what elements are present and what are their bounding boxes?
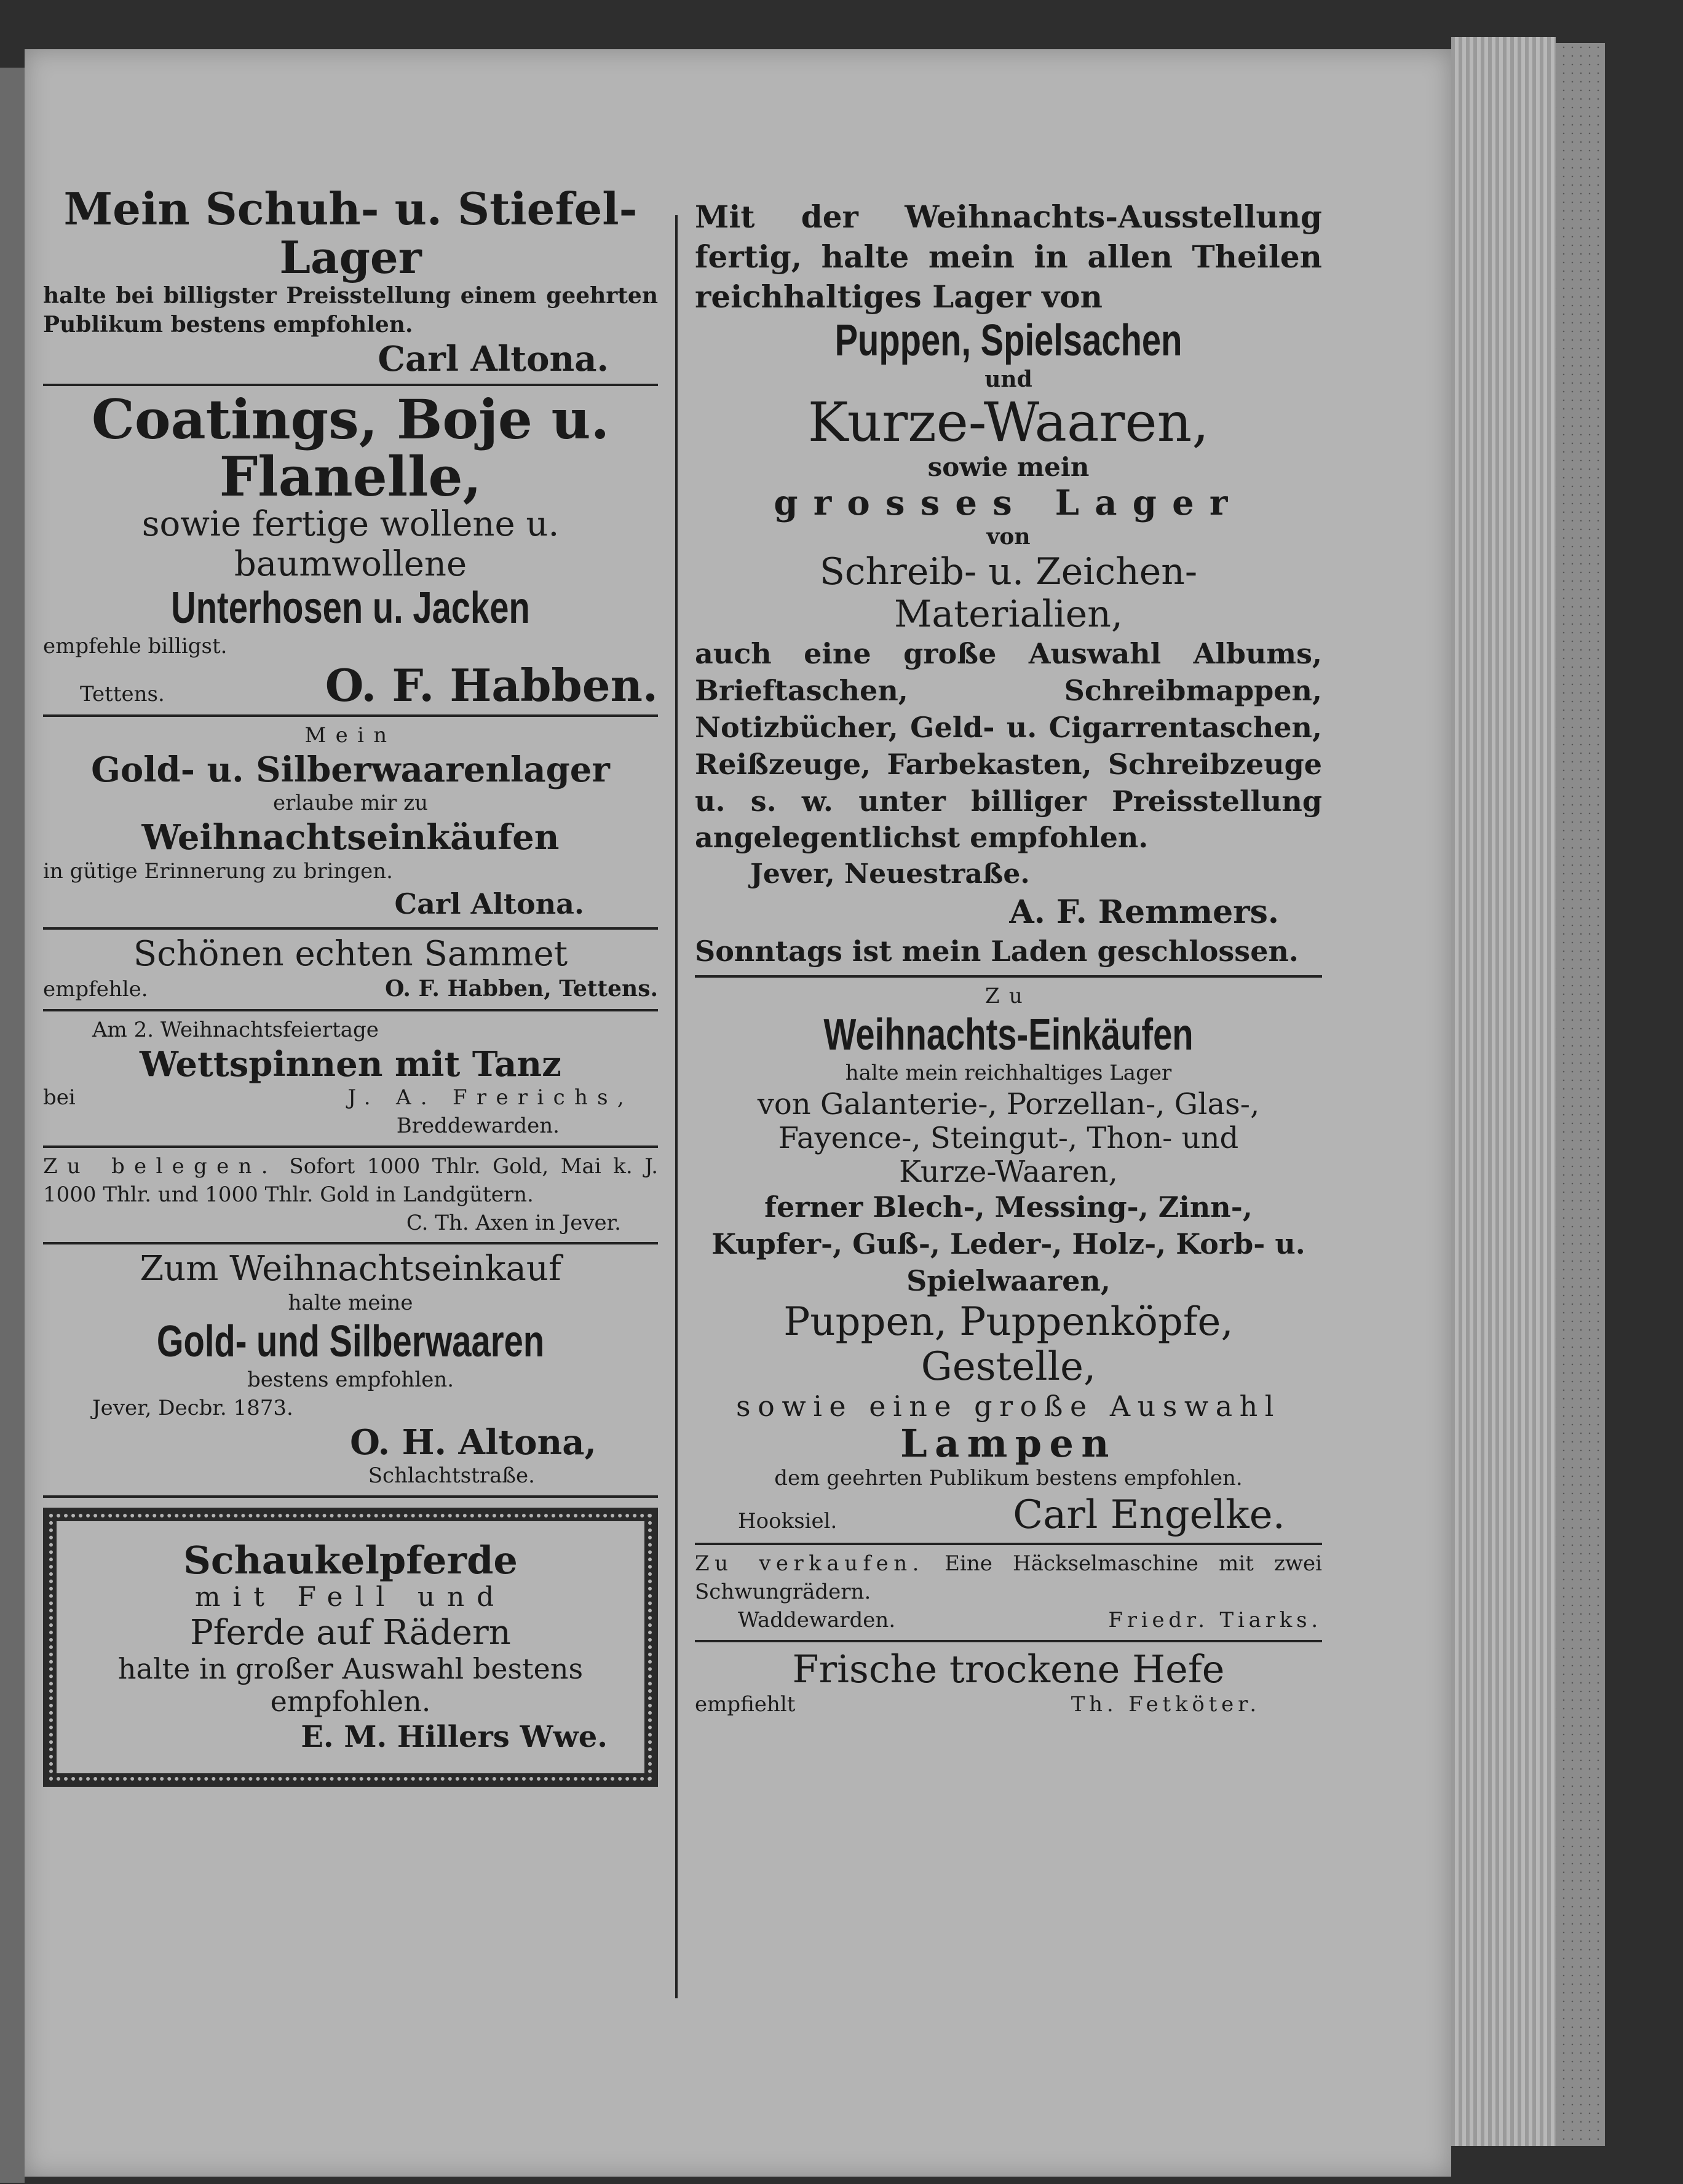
ad-place: Waddewarden. <box>738 1608 896 1633</box>
ad-line: sowie fertige wollene u. baumwollene <box>141 504 560 584</box>
divider <box>43 1145 658 1148</box>
divider <box>695 1640 1322 1642</box>
ad-title: Lampen <box>900 1420 1117 1466</box>
divider <box>43 927 658 930</box>
ad-title: Puppen, Spielsachen <box>834 316 1182 365</box>
ad-place: Tettens. <box>80 682 165 706</box>
ad-von: von <box>986 523 1031 550</box>
ad-place: Breddewarden. <box>396 1113 560 1138</box>
ad-signer: Carl Altona. <box>394 887 584 920</box>
ad-title: Mein Schuh- u. Stiefel- <box>63 183 638 235</box>
ad-by: bei <box>43 1085 76 1110</box>
ad-body: auch eine große Auswahl Albums, Brieftaschen, Schreibmappen, Notizbücher, Geld- u. Cigarrentaschen, Reißzeuge, Farbekasten, Schreibzeuge u. s. w. unter billiger Preisstellung angelegentlichst empfohlen. <box>695 637 1322 855</box>
ad-body: empfiehlt <box>695 1692 796 1717</box>
ad-place: Hooksiel. <box>738 1508 838 1533</box>
ad-signer: O. F. Habben. <box>325 659 658 711</box>
ad-signer: Friedr. Tiarks. <box>1108 1608 1322 1633</box>
ad-title: Flanelle, <box>219 444 482 508</box>
divider <box>43 714 658 717</box>
ad-title: Lager <box>279 231 422 284</box>
divider <box>43 384 658 386</box>
divider <box>43 1495 658 1498</box>
ad-top: Zu <box>984 983 1032 1008</box>
ad-line: halte meine <box>288 1290 413 1315</box>
ad-und: und <box>984 366 1032 393</box>
ad-title: Kurze-Waaren, <box>807 390 1210 454</box>
ad-line: erlaube mir zu <box>272 791 429 816</box>
page-stack-edge <box>1451 37 1556 2146</box>
ad-wettspinnen <box>43 1016 658 1141</box>
ad-sammet <box>43 935 658 1003</box>
ad-title: Schönen echten Sammet <box>133 934 568 975</box>
ad-title: Wettspinnen mit Tanz <box>140 1043 561 1085</box>
ad-title: Weihnachts-Einkäufen <box>823 1010 1194 1059</box>
ad-zu-belegen <box>43 1153 658 1238</box>
ad-title: Gestelle, <box>921 1344 1096 1390</box>
ad-line: sowie mein <box>927 452 1090 483</box>
ad-body: bestens empfohlen. <box>247 1367 454 1392</box>
ad-title: Schreib- u. Zeichen- <box>819 550 1198 594</box>
ad-body: Sofort 1000 Thlr. Gold, Mai k. J. 1000 Thlr. und 1000 Thlr. Gold in Landgütern. <box>43 1153 659 1207</box>
ad-title: Puppen, Puppenköpfe, <box>783 1299 1234 1345</box>
ad-line: mit Fell und <box>194 1581 507 1613</box>
ad-gold-silber <box>43 722 658 922</box>
ad-lead: Zu verkaufen. <box>695 1551 924 1577</box>
ad-intro: Mit der Weihnachts-Ausstellung fertig, halte mein in allen Theilen reichhaltiges Lager von <box>695 199 1322 315</box>
ad-list: von Galanterie-, Porzellan-, Glas-, Fayence-, Steingut-, Thon- und <box>757 1086 1260 1155</box>
ad-body: empfehle. <box>43 976 148 1002</box>
ad-title: Materialien, <box>893 593 1123 636</box>
ad-top: Mein <box>304 723 397 748</box>
ad-body: dem geehrten Publikum bestens empfohlen. <box>774 1465 1243 1490</box>
ad-title: Unterhosen u. Jacken <box>171 583 530 633</box>
ad-line: sowie eine große Auswahl <box>736 1389 1281 1423</box>
ad-date: Jever, Decbr. 1873. <box>92 1395 293 1420</box>
ad-signer: C. Th. Axen in Jever. <box>406 1210 621 1235</box>
ad-name: J. A. Frerichs, <box>347 1085 633 1110</box>
ad-hefe <box>695 1647 1322 1719</box>
ad-body: Eine Häckselmaschine mit zwei Schwungrädern. <box>695 1551 1322 1605</box>
ad-list: ferner Blech-, Messing-, Zinn-, Kupfer-, Guß-, Leder-, Holz-, Korb- u. Spielwaaren, <box>711 1190 1305 1297</box>
ad-title: Gold- u. Silberwaarenlager <box>91 750 610 791</box>
ad-line: halte in großer Auswahl bestens empfohlen. <box>117 1652 584 1719</box>
ad-remmers <box>695 197 1322 970</box>
ad-lead: Zu belegen. <box>43 1153 277 1179</box>
ad-signer: O. H. Altona, <box>350 1422 596 1463</box>
ad-line: halte mein reichhaltiges Lager <box>845 1060 1172 1085</box>
ad-body: halte bei billigster Preisstellung einem geehrten Publikum bestens empfohlen. <box>43 283 658 338</box>
left-column <box>43 184 658 1787</box>
divider <box>695 975 1322 978</box>
ad-haeckselmaschine <box>695 1550 1322 1635</box>
divider <box>43 1009 658 1011</box>
ad-line: Pferde auf Rädern <box>190 1612 511 1653</box>
left-page-edge <box>0 68 25 2183</box>
divider <box>43 1242 658 1244</box>
ad-signer: O. F. Habben, Tettens. <box>385 975 658 1002</box>
ad-street: Schlachtstraße. <box>368 1463 535 1489</box>
right-column <box>695 197 1322 1719</box>
column-divider <box>675 215 678 1998</box>
ad-list: Kurze-Waaren, <box>899 1155 1118 1190</box>
ad-title: grosses Lager <box>774 482 1243 523</box>
ad-title: Coatings, Boje u. <box>91 387 610 452</box>
ad-coatings <box>43 387 658 711</box>
ad-title: Zum Weihnachtseinkauf <box>140 1249 561 1289</box>
ad-title: Schaukelpferde <box>183 1537 518 1583</box>
ad-signer: Th. Fetköter. <box>1071 1692 1261 1717</box>
ad-schuh-stiefel <box>43 184 658 379</box>
ad-schaukelpferde <box>43 1508 658 1787</box>
divider <box>695 1543 1322 1545</box>
ad-title: Weihnachtseinkäufen <box>141 817 560 858</box>
ad-title: Gold- und Silberwaaren <box>156 1316 545 1366</box>
ad-top: Am 2. Weihnachtsfeiertage <box>92 1017 379 1042</box>
ad-signer: Carl Altona. <box>378 338 609 379</box>
ad-weihnachtseinkauf <box>43 1249 658 1490</box>
ad-place: Jever, Neuestraße. <box>750 858 1030 890</box>
ad-signer: A. F. Remmers. <box>1009 893 1279 932</box>
ad-body: empfehle billigst. <box>43 634 228 659</box>
ad-signer: Carl Engelke. <box>1013 1492 1285 1538</box>
ad-body: in gütige Erinnerung zu bringen. <box>43 858 393 884</box>
ad-engelke <box>695 983 1322 1538</box>
ad-signer: E. M. Hillers Wwe. <box>301 1720 608 1755</box>
ad-title: Frische trockene Hefe <box>792 1647 1225 1692</box>
ad-note: Sonntags ist mein Laden geschlossen. <box>695 934 1299 968</box>
